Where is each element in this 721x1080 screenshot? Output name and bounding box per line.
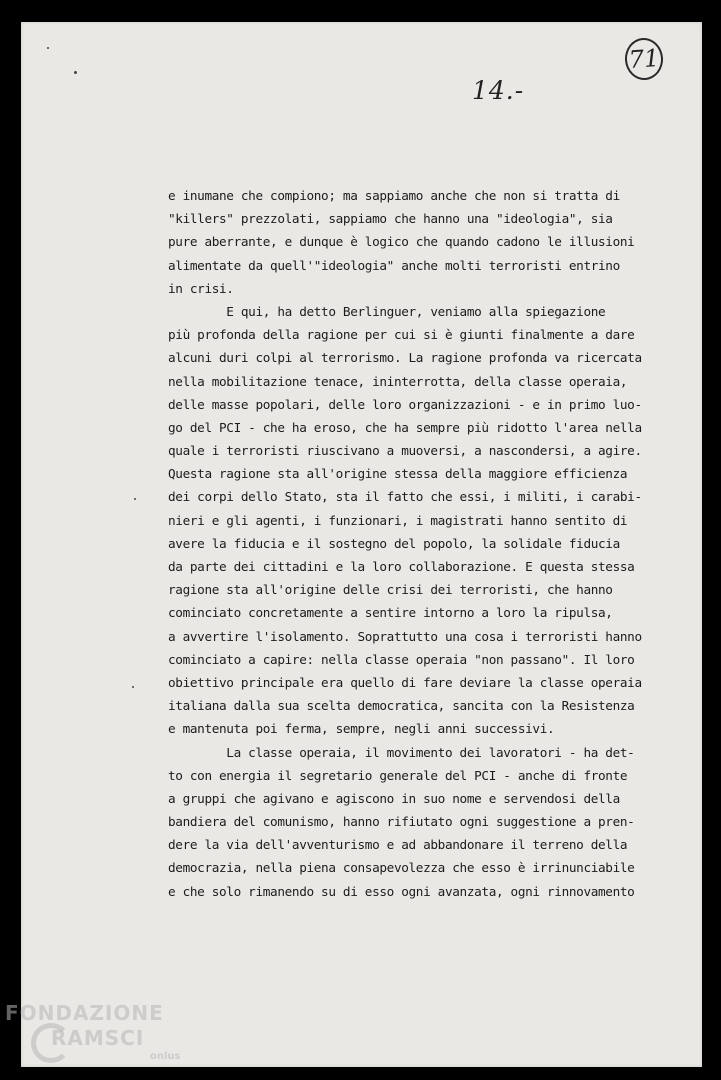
- text-line: da parte dei cittadini e la loro collaborazione. E questa stessa: [168, 559, 635, 574]
- text-line: quale i terroristi riuscivano a muoversi, a nascondersi, a agire.: [168, 443, 642, 459]
- text-line: cominciato concretamente a sentire intorno a loro la ripulsa,: [168, 605, 613, 621]
- paper-speck: [74, 71, 77, 74]
- text-line: cominciato a capire: nella classe operaia "non passano". Il loro: [168, 651, 635, 667]
- archive-number-circle: 71: [624, 37, 665, 82]
- text-line: avere la fiducia e il sostegno del popolo, la solidale fiducia: [168, 535, 620, 551]
- text-line: alimentate da quell'"ideologia" anche molti terroristi entrino: [168, 257, 620, 273]
- text-line: dei corpi dello Stato, sta il fatto che essi, i militi, i carabi-: [168, 489, 642, 505]
- page-number: 14.-: [472, 76, 525, 105]
- text-line: nieri e gli agenti, i funzionari, i magistrati hanno sentito di: [168, 512, 628, 528]
- paper-speck: [134, 498, 136, 500]
- text-line: La classe operaia, il movimento dei lavoratori - ha det-: [168, 744, 635, 760]
- text-line: democrazia, nella piena consapevolezza che esso è irrinunciabile: [168, 860, 635, 876]
- text-line: ragione sta all'origine delle crisi dei terroristi, che hanno: [168, 582, 613, 598]
- text-line: Questa ragione sta all'origine stessa della maggiore efficienza: [168, 466, 628, 482]
- text-line: dere la via dell'avventurismo e ad abbandonare il terreno della: [168, 837, 628, 853]
- text-line: a gruppi che agivano e agiscono in suo nome e servendosi della: [168, 790, 620, 806]
- body-text: [168, 184, 642, 903]
- paper-speck: [47, 47, 49, 49]
- text-line: in crisi.: [168, 280, 234, 296]
- text-line: nella mobilitazione tenace, ininterrotta, della classe operaia,: [168, 373, 628, 389]
- paper-speck: [132, 686, 134, 688]
- text-line: bandiera del comunismo, hanno rifiutato ogni suggestione a pren-: [168, 814, 635, 830]
- text-line: più profonda della ragione per cui si è giunti finalmente a dare: [168, 327, 635, 343]
- text-line: pure aberrante, e dunque è logico che quando cadono le illusioni: [168, 234, 635, 250]
- text-line: italiana dalla sua scelta democratica, sancita con la Resistenza: [168, 698, 635, 714]
- text-line: e che solo rimanendo su di esso ogni avanzata, ogni rinnovamento: [168, 883, 635, 899]
- text-line: e inumane che compiono; ma sappiamo anche che non si tratta di: [168, 188, 620, 203]
- document-page: [21, 22, 702, 1067]
- text-line: "killers" prezzolati, sappiamo che hanno una "ideologia", sia: [168, 211, 613, 227]
- watermark-line1: FONDAZIONE: [5, 1001, 164, 1025]
- text-line: to con energia il segretario generale del PCI - anche di fronte: [168, 767, 628, 783]
- archive-watermark: [5, 1001, 185, 1071]
- text-line: E qui, ha detto Berlinguer, veniamo alla spiegazione: [168, 303, 606, 319]
- text-line: alcuni duri colpi al terrorismo. La ragione profonda va ricercata: [168, 350, 642, 366]
- text-line: go del PCI - che ha eroso, che ha sempre più ridotto l'area nella: [168, 419, 642, 435]
- text-line: delle masse popolari, delle loro organizzazioni - e in primo luo-: [168, 396, 642, 412]
- watermark-line2: RAMSCI: [51, 1026, 145, 1050]
- text-line: e mantenuta poi ferma, sempre, negli anni successivi.: [168, 721, 555, 737]
- text-line: obiettivo principale era quello di fare deviare la classe operaia: [168, 674, 642, 690]
- watermark-suffix: onlus: [150, 1051, 181, 1062]
- text-line: a avvertire l'isolamento. Soprattutto una cosa i terroristi hanno: [168, 628, 642, 644]
